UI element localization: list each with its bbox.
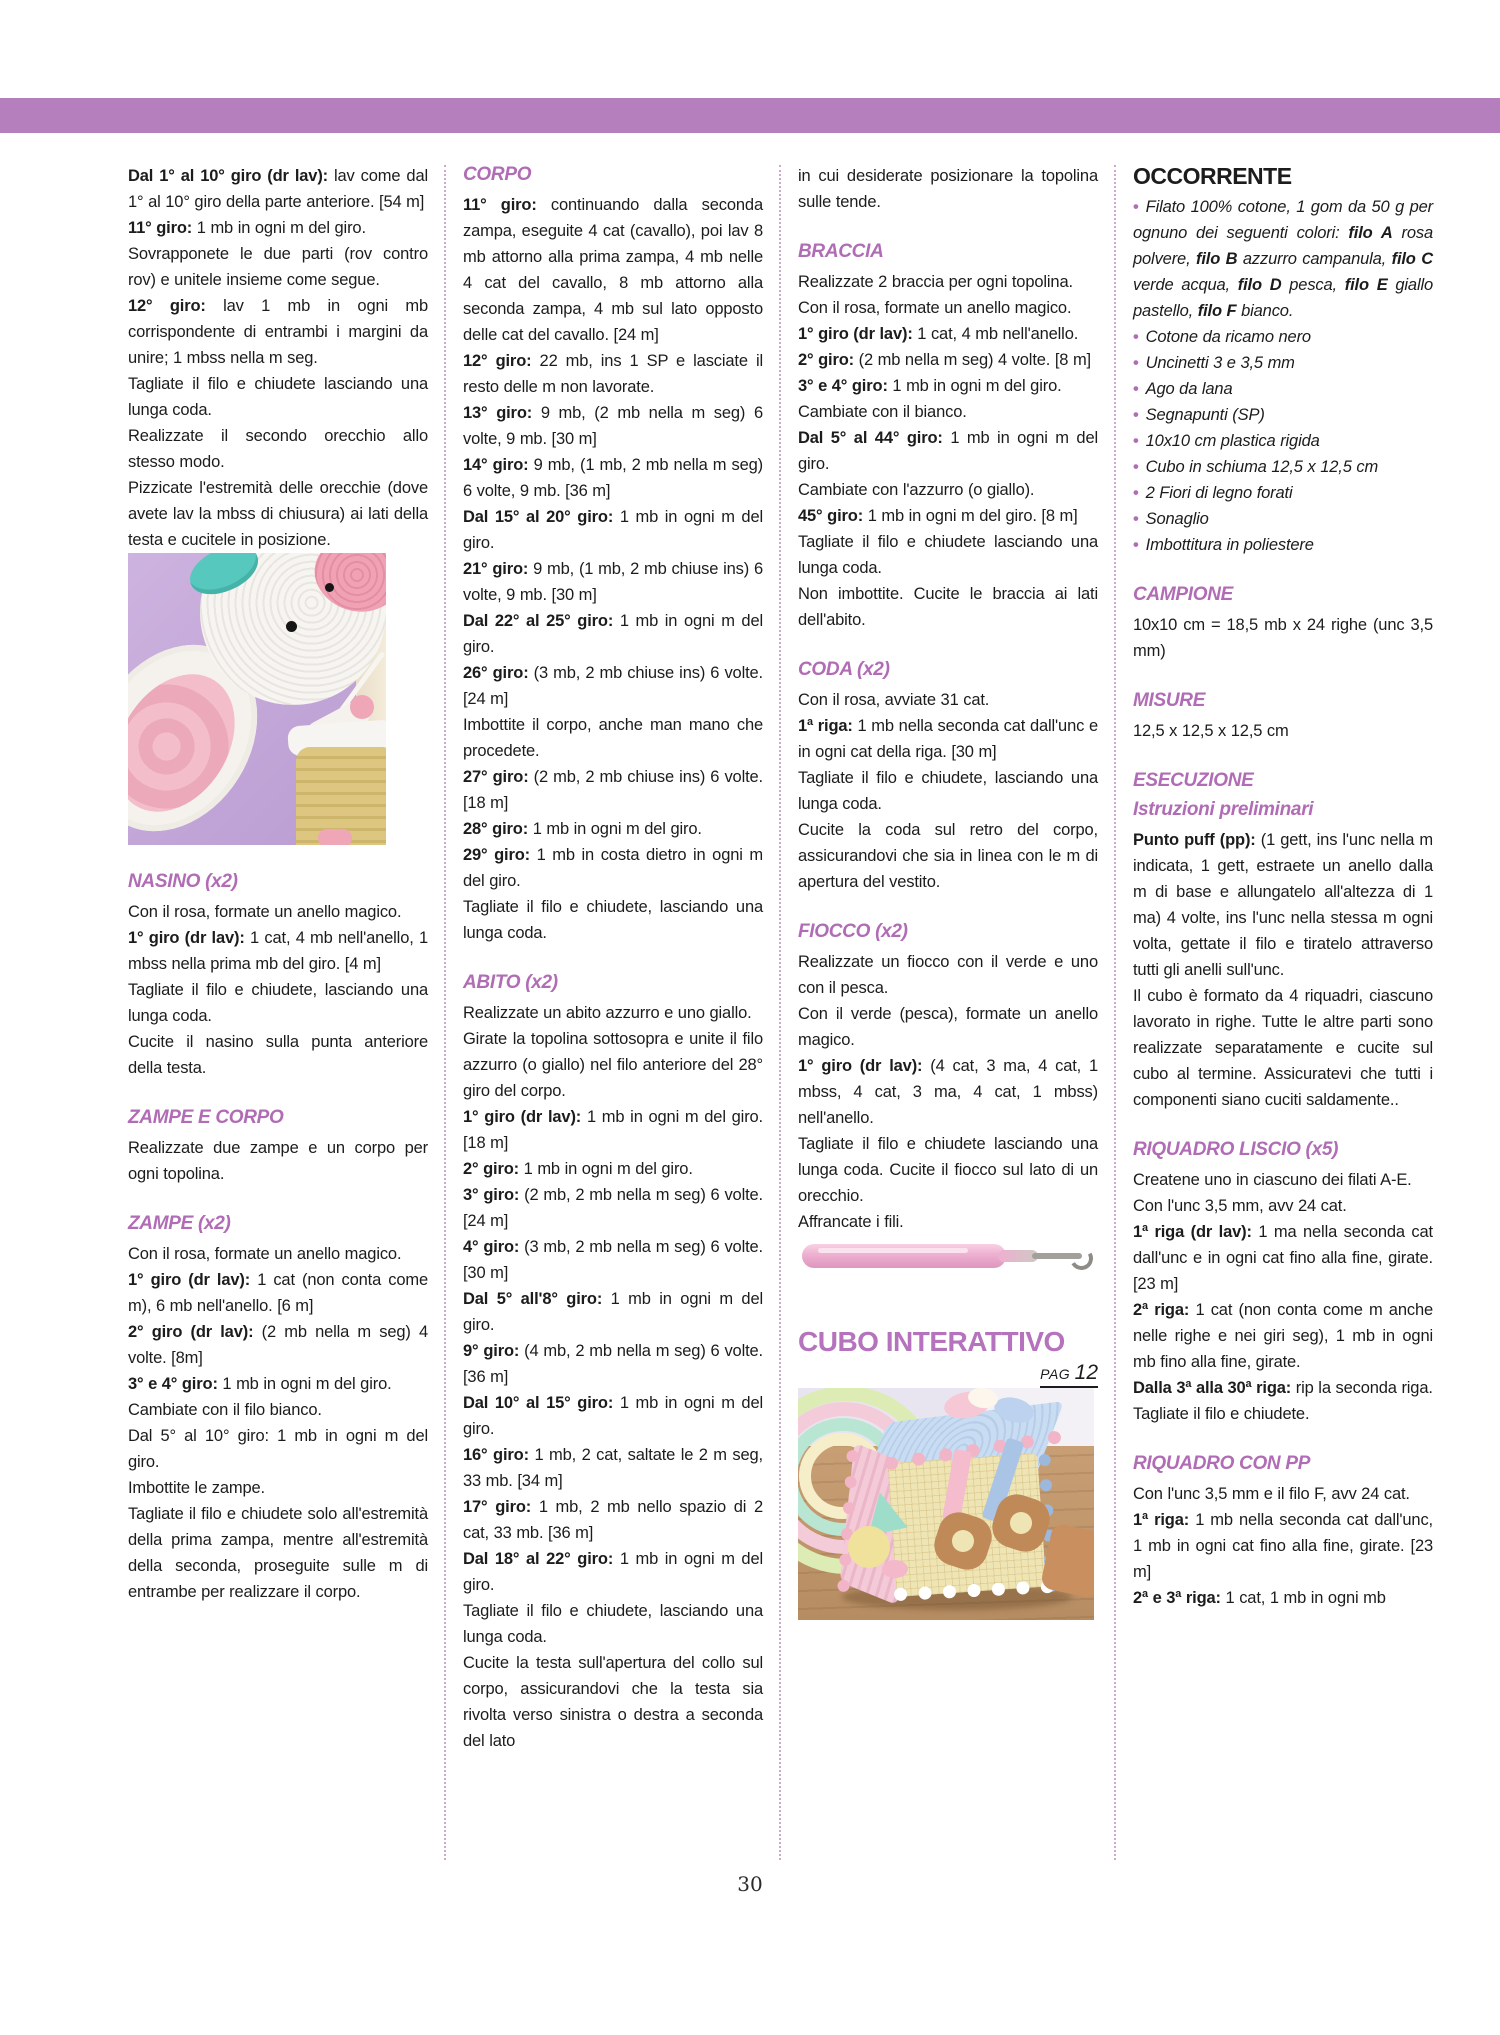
- body-text: 9 mb, (1 mb, 2 mb chiuse ins) 6 volte, 9 mb. [30 m]: [463, 560, 763, 604]
- body-text: continuando dalla seconda zampa, eseguite 4 cat (cavallo), poi lav 8 mb attorno alla prima zampa, 4 mb nelle 4 cat del cavallo, 8 mb attorno alla seconda zampa, 4 mb sul lato opposto delle cat del cavallo. [24 m]: [463, 196, 763, 344]
- body-text: 1 mb in costa dietro in ogni m del giro.: [463, 846, 763, 890]
- body-text: 1 mb in ogni m del giro.: [463, 508, 763, 552]
- instruction-paragraph: [463, 1286, 763, 1338]
- page-reference: [798, 1361, 1098, 1388]
- section-heading: MISURE: [1133, 690, 1206, 711]
- section-heading: RIQUADRO LISCIO (x5): [1133, 1139, 1339, 1160]
- body-text: 1 mb in ogni m del giro.: [523, 1160, 693, 1178]
- body-text: Ago da lana: [1145, 380, 1233, 398]
- body-text: Dal 5° al 10° giro: 1 mb in ogni m del giro.: [128, 1427, 428, 1471]
- instruction-paragraph: [128, 977, 428, 1029]
- instruction-paragraph: [128, 1397, 428, 1423]
- page-number: 30: [737, 1872, 763, 1896]
- body-text: Tagliate il filo e chiudete lasciando una lunga coda. Cucite il fiocco sul lato di un orecchio.: [798, 1135, 1098, 1205]
- body-text: verde acqua,: [1133, 276, 1238, 294]
- instruction-paragraph: [128, 1241, 428, 1267]
- instruction-paragraph: [128, 1371, 428, 1397]
- body-text: Segnapunti (SP): [1145, 406, 1265, 424]
- bold-lead-text: 26° giro:: [463, 664, 534, 682]
- body-text: Cambiate con il bianco.: [798, 403, 967, 421]
- instruction-paragraph: [1133, 1585, 1433, 1611]
- instruction-paragraph: [463, 608, 763, 660]
- section-heading: ABITO (x2): [463, 972, 558, 993]
- body-text: 1 cat (non conta come m anche nelle righe e nei giri seg), 1 mb in ogni mb fino alla fine, girate.: [1133, 1301, 1433, 1371]
- instruction-paragraph: [1133, 1297, 1433, 1375]
- bold-lead-text: 2ª e 3ª riga:: [1133, 1589, 1226, 1607]
- body-text: Cubo in schiuma 12,5 x 12,5 cm: [1145, 458, 1379, 476]
- instruction-paragraph: [128, 1501, 428, 1605]
- instruction-paragraph: [128, 423, 428, 475]
- body-text: 10x10 cm plastica rigida: [1145, 432, 1320, 450]
- materials-list-item: [1133, 428, 1433, 454]
- body-text: giallo pastello,: [1133, 276, 1434, 320]
- bold-lead-text: Dal 5° al 44° giro:: [798, 429, 951, 447]
- bold-lead-text: filo F: [1197, 302, 1237, 320]
- instruction-paragraph: [798, 949, 1098, 1001]
- bold-lead-text: 45° giro:: [798, 507, 868, 525]
- body-text: Tagliate il filo e chiudete, lasciando una lunga coda.: [463, 898, 763, 942]
- bold-lead-text: 1ª riga (dr lav):: [1133, 1223, 1259, 1241]
- instruction-paragraph: [798, 529, 1098, 581]
- body-text: 9 mb, (1 mb, 2 mb nella m seg) 6 volte, 9 mb. [36 m]: [463, 456, 763, 500]
- body-text: 1 mb in ogni m del giro.: [463, 612, 763, 656]
- mouse-photo-art: [318, 829, 352, 845]
- bold-lead-text: Dal 22° al 25° giro:: [463, 612, 620, 630]
- instruction-paragraph: [128, 1267, 428, 1319]
- body-text: Non imbottite. Cucite le braccia ai lati dell'abito.: [798, 585, 1098, 629]
- bullet-icon: •: [1133, 380, 1139, 398]
- body-text: Createne uno in ciascuno dei filati A-E.: [1133, 1171, 1412, 1189]
- instruction-paragraph: [798, 1001, 1098, 1053]
- mouse-photo-art: [286, 621, 297, 632]
- instruction-paragraph: [798, 477, 1098, 503]
- bold-lead-text: 21° giro:: [463, 560, 534, 578]
- body-text: Realizzate un fiocco con il verde e uno con il pesca.: [798, 953, 1098, 997]
- instruction-paragraph: [1133, 1193, 1433, 1219]
- body-text: 1 mb in ogni m del giro. [8 m]: [867, 507, 1078, 525]
- instruction-paragraph: [128, 1135, 428, 1187]
- instruction-paragraph: [463, 1598, 763, 1650]
- body-text: (2 mb nella m seg) 4 volte. [8m]: [128, 1323, 428, 1367]
- materials-heading: OCCORRENTE: [1133, 163, 1292, 189]
- body-text: azzurro campanula,: [1237, 250, 1392, 268]
- body-text: Tagliate il filo e chiudete solo all'estremità della prima zampa, mentre all'estremità della seconda, proseguite sulle m di entrambe per realizzare il corpo.: [128, 1505, 428, 1601]
- body-text: bianco.: [1236, 302, 1294, 320]
- section-heading: CORPO: [463, 164, 532, 185]
- body-text: 1 mb in ogni m del giro.: [196, 219, 366, 237]
- body-text: 10x10 cm = 18,5 mb x 24 righe (unc 3,5 mm): [1133, 616, 1433, 660]
- instruction-paragraph: [798, 425, 1098, 477]
- body-text: Con il rosa, formate un anello magico.: [798, 299, 1072, 317]
- column-1: [128, 163, 428, 1605]
- body-text: Cucite la testa sull'apertura del collo sul corpo, assicurandovi che la testa sia rivolta verso sinistra o destra a seconda del lato: [463, 1654, 763, 1750]
- bold-lead-text: 2° giro:: [463, 1160, 524, 1178]
- bold-lead-text: 3° e 4° giro:: [128, 1375, 223, 1393]
- instruction-paragraph: [1133, 1219, 1433, 1297]
- instruction-paragraph: [463, 660, 763, 712]
- instruction-paragraph: [128, 1423, 428, 1475]
- instruction-paragraph: [463, 712, 763, 764]
- instruction-paragraph: [128, 371, 428, 423]
- body-text: 2 Fiori di legno forati: [1145, 484, 1293, 502]
- instruction-paragraph: [1133, 718, 1433, 744]
- instruction-paragraph: [798, 163, 1098, 215]
- body-text: Sonaglio: [1145, 510, 1209, 528]
- column-3: [798, 163, 1098, 1620]
- bold-lead-text: 1° giro (dr lav):: [798, 325, 918, 343]
- bullet-icon: •: [1133, 406, 1139, 424]
- body-text: 1 mb nella seconda cat dall'unc e in ogni cat della riga. [30 m]: [798, 717, 1098, 761]
- instruction-paragraph: [128, 293, 428, 371]
- bold-lead-text: 12° giro:: [128, 297, 224, 315]
- column-4: [1133, 163, 1433, 1611]
- body-text: 1 mb, 2 cat, saltate le 2 m seg, 33 mb. [34 m]: [463, 1446, 763, 1490]
- body-text: rip la seconda riga.: [1295, 1379, 1433, 1397]
- bold-lead-text: 9° giro:: [463, 1342, 525, 1360]
- column-divider: [1114, 165, 1116, 1860]
- body-text: 9 mb, (2 mb nella m seg) 6 volte, 9 mb. [30 m]: [463, 404, 763, 448]
- body-text: Con il rosa, formate un anello magico.: [128, 1245, 402, 1263]
- body-text: Cotone da ricamo nero: [1145, 328, 1311, 346]
- bold-lead-text: 1° giro (dr lav):: [463, 1108, 587, 1126]
- bold-lead-text: 2° giro (dr lav):: [128, 1323, 262, 1341]
- body-text: lav 1 mb in ogni mb corrispondente di entrambi i margini da unire; 1 mbss nella m seg.: [128, 297, 428, 367]
- body-text: 1 mb in ogni m del giro.: [532, 820, 702, 838]
- instruction-paragraph: [128, 475, 428, 553]
- instruction-paragraph: [1133, 1507, 1433, 1585]
- materials-list-item: [1133, 402, 1433, 428]
- cube-photo-art: [952, 1530, 974, 1552]
- instruction-paragraph: [798, 373, 1098, 399]
- bold-lead-text: 14° giro:: [463, 456, 534, 474]
- bold-lead-text: 1ª riga:: [1133, 1511, 1196, 1529]
- section-heading: NASINO (x2): [128, 871, 238, 892]
- instruction-paragraph: [463, 556, 763, 608]
- instruction-paragraph: [798, 687, 1098, 713]
- bullet-icon: •: [1133, 458, 1139, 476]
- bold-lead-text: 28° giro:: [463, 820, 533, 838]
- instruction-paragraph: [1133, 612, 1433, 664]
- body-text: Tagliate il filo e chiudete, lasciando una lunga coda.: [798, 769, 1098, 813]
- body-text: Imbottite il corpo, anche man mano che procedete.: [463, 716, 763, 760]
- bold-lead-text: 1ª riga:: [798, 717, 858, 735]
- body-text: 1 ma nella seconda cat dall'unc e in ogni cat fino alla fine, girate. [23 m]: [1133, 1223, 1433, 1293]
- instruction-paragraph: [463, 1494, 763, 1546]
- bold-lead-text: 2ª riga:: [1133, 1301, 1196, 1319]
- section-heading: BRACCIA: [798, 241, 884, 262]
- instruction-paragraph: [128, 1475, 428, 1501]
- body-text: (4 cat, 3 ma, 4 cat, 1 mbss, 4 cat, 3 ma, 4 cat, 1 mbss) nell'anello.: [798, 1057, 1099, 1127]
- body-text: Cucite la coda sul retro del corpo, assicurandovi che sia in linea con le m di apertura del vestito.: [798, 821, 1098, 891]
- instruction-paragraph: [463, 1338, 763, 1390]
- instruction-paragraph: [463, 816, 763, 842]
- instruction-paragraph: [798, 399, 1098, 425]
- bold-lead-text: 11° giro:: [463, 196, 551, 214]
- body-text: Pizzicate l'estremità delle orecchie (dove avete lav la mbss di chiusura) ai lati della testa e cucitele in posizione.: [128, 479, 428, 549]
- body-text: 1 mb in ogni m del giro.: [463, 1290, 764, 1334]
- instruction-paragraph: [463, 1390, 763, 1442]
- body-text: pesca,: [1281, 276, 1345, 294]
- bold-lead-text: filo E: [1344, 276, 1388, 294]
- bold-lead-text: 12° giro:: [463, 352, 540, 370]
- instruction-paragraph: [463, 1442, 763, 1494]
- body-text: Tagliate il filo e chiudete, lasciando una lunga coda.: [463, 1602, 763, 1646]
- bullet-icon: •: [1133, 328, 1139, 346]
- materials-list-item: [1133, 454, 1433, 480]
- column-divider: [779, 165, 781, 1860]
- body-text: (4 mb, 2 mb nella m seg) 6 volte. [36 m]: [463, 1342, 763, 1386]
- bold-lead-text: 11° giro:: [128, 219, 197, 237]
- materials-list-item: [1133, 532, 1433, 558]
- body-text: (3 mb, 2 mb nella m seg) 6 volte. [30 m]: [463, 1238, 763, 1282]
- bold-lead-text: Punto puff (pp):: [1133, 831, 1261, 849]
- body-text: Con il rosa, formate un anello magico.: [128, 903, 402, 921]
- page-reference-underline: [1040, 1361, 1098, 1388]
- cube-photo: [798, 1388, 1094, 1620]
- bold-lead-text: 1° giro (dr lav):: [128, 929, 251, 947]
- bold-lead-text: 27° giro:: [463, 768, 534, 786]
- bullet-icon: •: [1133, 536, 1139, 554]
- section-heading: ZAMPE (x2): [128, 1213, 231, 1234]
- section-heading: FIOCCO (x2): [798, 921, 908, 942]
- bold-lead-text: Dal 10° al 15° giro:: [463, 1394, 620, 1412]
- bold-lead-text: filo A: [1348, 224, 1393, 242]
- bold-lead-text: 16° giro:: [463, 1446, 535, 1464]
- cube-photo-art: [882, 1560, 908, 1578]
- body-text: (2 mb, 2 mb nella m seg) 6 volte. [24 m]: [463, 1186, 763, 1230]
- instruction-paragraph: [463, 1650, 763, 1754]
- materials-list-item: [1133, 194, 1433, 324]
- body-text: Imbottite le zampe.: [128, 1479, 265, 1497]
- body-text: 1 cat, 4 mb nell'anello, 1 mbss nella prima mb del giro. [4 m]: [128, 929, 428, 973]
- instruction-paragraph: [1133, 1481, 1433, 1507]
- bold-lead-text: 29° giro:: [463, 846, 537, 864]
- body-text: 1 mb, 2 mb nello spazio di 2 cat, 33 mb. [36 m]: [463, 1498, 763, 1542]
- bold-lead-text: filo C: [1391, 250, 1433, 268]
- body-text: (2 mb, 2 mb chiuse ins) 6 volte. [18 m]: [463, 768, 763, 812]
- body-text: 1 mb in ogni m del giro.: [463, 1550, 763, 1594]
- sub-heading: Istruzioni preliminari: [1133, 799, 1314, 820]
- body-text: Con il rosa, avviate 31 cat.: [798, 691, 990, 709]
- materials-list-item: [1133, 324, 1433, 350]
- section-heading: CAMPIONE: [1133, 584, 1233, 605]
- body-text: 1 mb nella seconda cat dall'unc, 1 mb in ogni cat fino alla fine, girate. [23 m]: [1133, 1511, 1433, 1581]
- bold-lead-text: Dalla 3ª alla 30ª riga:: [1133, 1379, 1296, 1397]
- bold-lead-text: 17° giro:: [463, 1498, 539, 1516]
- materials-list-item: [1133, 350, 1433, 376]
- instruction-paragraph: [128, 215, 428, 241]
- bold-lead-text: filo B: [1195, 250, 1238, 268]
- instruction-paragraph: [1133, 1375, 1433, 1401]
- body-text: Cambiate con l'azzurro (o giallo).: [798, 481, 1035, 499]
- instruction-paragraph: [463, 400, 763, 452]
- body-text: Realizzate 2 braccia per ogni topolina.: [798, 273, 1073, 291]
- body-text: Filato 100% cotone, 1 gom da 50 g per ognuno dei seguenti colori:: [1133, 198, 1433, 242]
- bold-lead-text: 1° giro (dr lav):: [128, 1271, 258, 1289]
- instruction-paragraph: [128, 163, 428, 215]
- cube-photo-art: [1010, 1512, 1032, 1534]
- instruction-paragraph: [463, 1546, 763, 1598]
- instruction-paragraph: [463, 504, 763, 556]
- instruction-paragraph: [463, 452, 763, 504]
- bullet-icon: •: [1133, 510, 1139, 528]
- body-text: in cui desiderate posizionare la topolina sulle tende.: [798, 167, 1098, 211]
- body-text: Con l'unc 3,5 mm e il filo F, avv 24 cat.: [1133, 1485, 1410, 1503]
- instruction-paragraph: [463, 1026, 763, 1104]
- body-text: Con l'unc 3,5 mm, avv 24 cat.: [1133, 1197, 1347, 1215]
- instruction-paragraph: [798, 295, 1098, 321]
- instruction-paragraph: [463, 1000, 763, 1026]
- instruction-paragraph: [463, 192, 763, 348]
- cube-photo-art: [848, 1526, 890, 1568]
- instruction-paragraph: [798, 1209, 1098, 1235]
- bold-lead-text: 3° e 4° giro:: [798, 377, 893, 395]
- page-reference-number: 12: [1074, 1361, 1098, 1384]
- body-text: Girate la topolina sottosopra e unite il filo azzurro (o giallo) nel filo anteriore del 28° giro del corpo.: [463, 1030, 763, 1100]
- instruction-paragraph: [463, 764, 763, 816]
- body-text: Sovrapponete le due parti (rov contro rov) e unitele insieme come segue.: [128, 245, 428, 289]
- body-text: rosa polvere,: [1133, 224, 1433, 268]
- bullet-icon: •: [1133, 432, 1139, 450]
- bold-lead-text: 1° giro (dr lav):: [798, 1057, 931, 1075]
- bold-lead-text: Dal 5° all'8° giro:: [463, 1290, 611, 1308]
- body-text: (3 mb, 2 mb chiuse ins) 6 volte. [24 m]: [463, 664, 763, 708]
- body-text: 1 mb in ogni m del giro.: [222, 1375, 392, 1393]
- bold-lead-text: Dal 18° al 22° giro:: [463, 1550, 620, 1568]
- section-heading: CODA (x2): [798, 659, 890, 680]
- instruction-paragraph: [463, 1234, 763, 1286]
- instruction-paragraph: [798, 817, 1098, 895]
- hook-photo-art: [1067, 1244, 1095, 1272]
- body-text: Cambiate con il filo bianco.: [128, 1401, 322, 1419]
- bold-lead-text: 13° giro:: [463, 404, 541, 422]
- body-text: Tagliate il filo e chiudete, lasciando una lunga coda.: [128, 981, 428, 1025]
- mouse-photo-art: [350, 695, 374, 719]
- section-heading: ZAMPE E CORPO: [128, 1107, 284, 1128]
- body-text: (2 mb nella m seg) 4 volte. [8 m]: [858, 351, 1091, 369]
- instruction-paragraph: [463, 894, 763, 946]
- instruction-paragraph: [798, 765, 1098, 817]
- materials-list-item: [1133, 480, 1433, 506]
- page-reference-label: PAG: [1040, 1366, 1071, 1382]
- body-text: Tagliate il filo e chiudete.: [1133, 1405, 1310, 1423]
- body-text: 1 mb in ogni m del giro.: [798, 429, 1098, 473]
- instruction-paragraph: [128, 1319, 428, 1371]
- body-text: Imbottitura in poliestere: [1145, 536, 1314, 554]
- body-text: (1 gett, ins l'unc nella m indicata, 1 gett, estraete un anello dalla m di base e allungatelo all'altezza di 1 ma) 4 volte, ins l'unc nella stessa m ogni volta, gettate il filo e tiratelo attraverso tutti gli anelli sull'unc.: [1133, 831, 1433, 979]
- header-bar: [0, 98, 1500, 133]
- instruction-paragraph: [128, 899, 428, 925]
- body-text: 22 mb, ins 1 SP e lasciate il resto delle m non lavorate.: [463, 352, 763, 396]
- instruction-paragraph: [463, 1182, 763, 1234]
- body-text: 1 cat, 4 mb nell'anello.: [917, 325, 1079, 343]
- instruction-paragraph: [128, 1029, 428, 1081]
- hook-photo-art: [818, 1248, 968, 1253]
- instruction-paragraph: [798, 1131, 1098, 1209]
- bold-lead-text: 3° giro:: [463, 1186, 525, 1204]
- section-heading: RIQUADRO CON PP: [1133, 1453, 1311, 1474]
- bold-lead-text: 2° giro:: [798, 351, 859, 369]
- instruction-paragraph: [1133, 1401, 1433, 1427]
- materials-list-item: [1133, 376, 1433, 402]
- instruction-paragraph: [128, 241, 428, 293]
- body-text: Realizzate un abito azzurro e uno giallo.: [463, 1004, 752, 1022]
- instruction-paragraph: [463, 348, 763, 400]
- instruction-paragraph: [1133, 1167, 1433, 1193]
- body-text: 1 mb in ogni m del giro. [18 m]: [463, 1108, 763, 1152]
- column-2: [463, 163, 763, 1754]
- body-text: 12,5 x 12,5 x 12,5 cm: [1133, 722, 1289, 740]
- bullet-icon: •: [1133, 198, 1139, 216]
- body-text: Cucite il nasino sulla punta anteriore della testa.: [128, 1033, 428, 1077]
- body-text: Realizzate due zampe e un corpo per ogni topolina.: [128, 1139, 428, 1183]
- materials-list-item: [1133, 506, 1433, 532]
- article-title: CUBO INTERATTIVO: [798, 1326, 1065, 1357]
- instruction-paragraph: [463, 1156, 763, 1182]
- bold-lead-text: 4° giro:: [463, 1238, 525, 1256]
- bold-lead-text: filo D: [1237, 276, 1282, 294]
- instruction-paragraph: [798, 347, 1098, 373]
- instruction-paragraph: [798, 1053, 1098, 1131]
- instruction-paragraph: [463, 842, 763, 894]
- instruction-paragraph: [798, 713, 1098, 765]
- body-text: Il cubo è formato da 4 riquadri, ciascuno lavorato in righe. Tutte le altre parti sono realizzate separatamente e cucite sul cubo al termine. Assicuratevi che tutti i componenti siano cuciti saldamente..: [1133, 987, 1433, 1109]
- body-text: Realizzate il secondo orecchio allo stesso modo.: [128, 427, 428, 471]
- body-text: 1 mb in ogni m del giro.: [892, 377, 1062, 395]
- hook-photo: [798, 1235, 1096, 1281]
- body-text: 1 cat, 1 mb in ogni mb: [1225, 1589, 1386, 1607]
- body-text: lav come dal 1° al 10° giro della parte anteriore. [54 m]: [128, 167, 428, 211]
- instruction-paragraph: [128, 925, 428, 977]
- section-heading: ESECUZIONE: [1133, 770, 1254, 791]
- body-text: Con il verde (pesca), formate un anello magico.: [798, 1005, 1098, 1049]
- instruction-paragraph: [798, 503, 1098, 529]
- mouse-photo: [128, 553, 386, 845]
- body-text: Tagliate il filo e chiudete lasciando una lunga coda.: [128, 375, 428, 419]
- body-text: Uncinetti 3 e 3,5 mm: [1145, 354, 1295, 372]
- body-text: Affrancate i fili.: [798, 1213, 904, 1231]
- bullet-icon: •: [1133, 484, 1139, 502]
- column-divider: [444, 165, 446, 1860]
- instruction-paragraph: [798, 321, 1098, 347]
- body-text: 1 mb in ogni m del giro.: [463, 1394, 763, 1438]
- instruction-paragraph: [1133, 983, 1433, 1113]
- instruction-paragraph: [463, 1104, 763, 1156]
- body-text: Tagliate il filo e chiudete lasciando una lunga coda.: [798, 533, 1098, 577]
- instruction-paragraph: [798, 581, 1098, 633]
- instruction-paragraph: [1133, 827, 1433, 983]
- bold-lead-text: Dal 1° al 10° giro (dr lav):: [128, 167, 335, 185]
- body-text: 1 cat (non conta come m), 6 mb nell'anello. [6 m]: [128, 1271, 428, 1315]
- instruction-paragraph: [798, 269, 1098, 295]
- bullet-icon: •: [1133, 354, 1139, 372]
- bold-lead-text: Dal 15° al 20° giro:: [463, 508, 620, 526]
- mouse-photo-art: [325, 583, 334, 592]
